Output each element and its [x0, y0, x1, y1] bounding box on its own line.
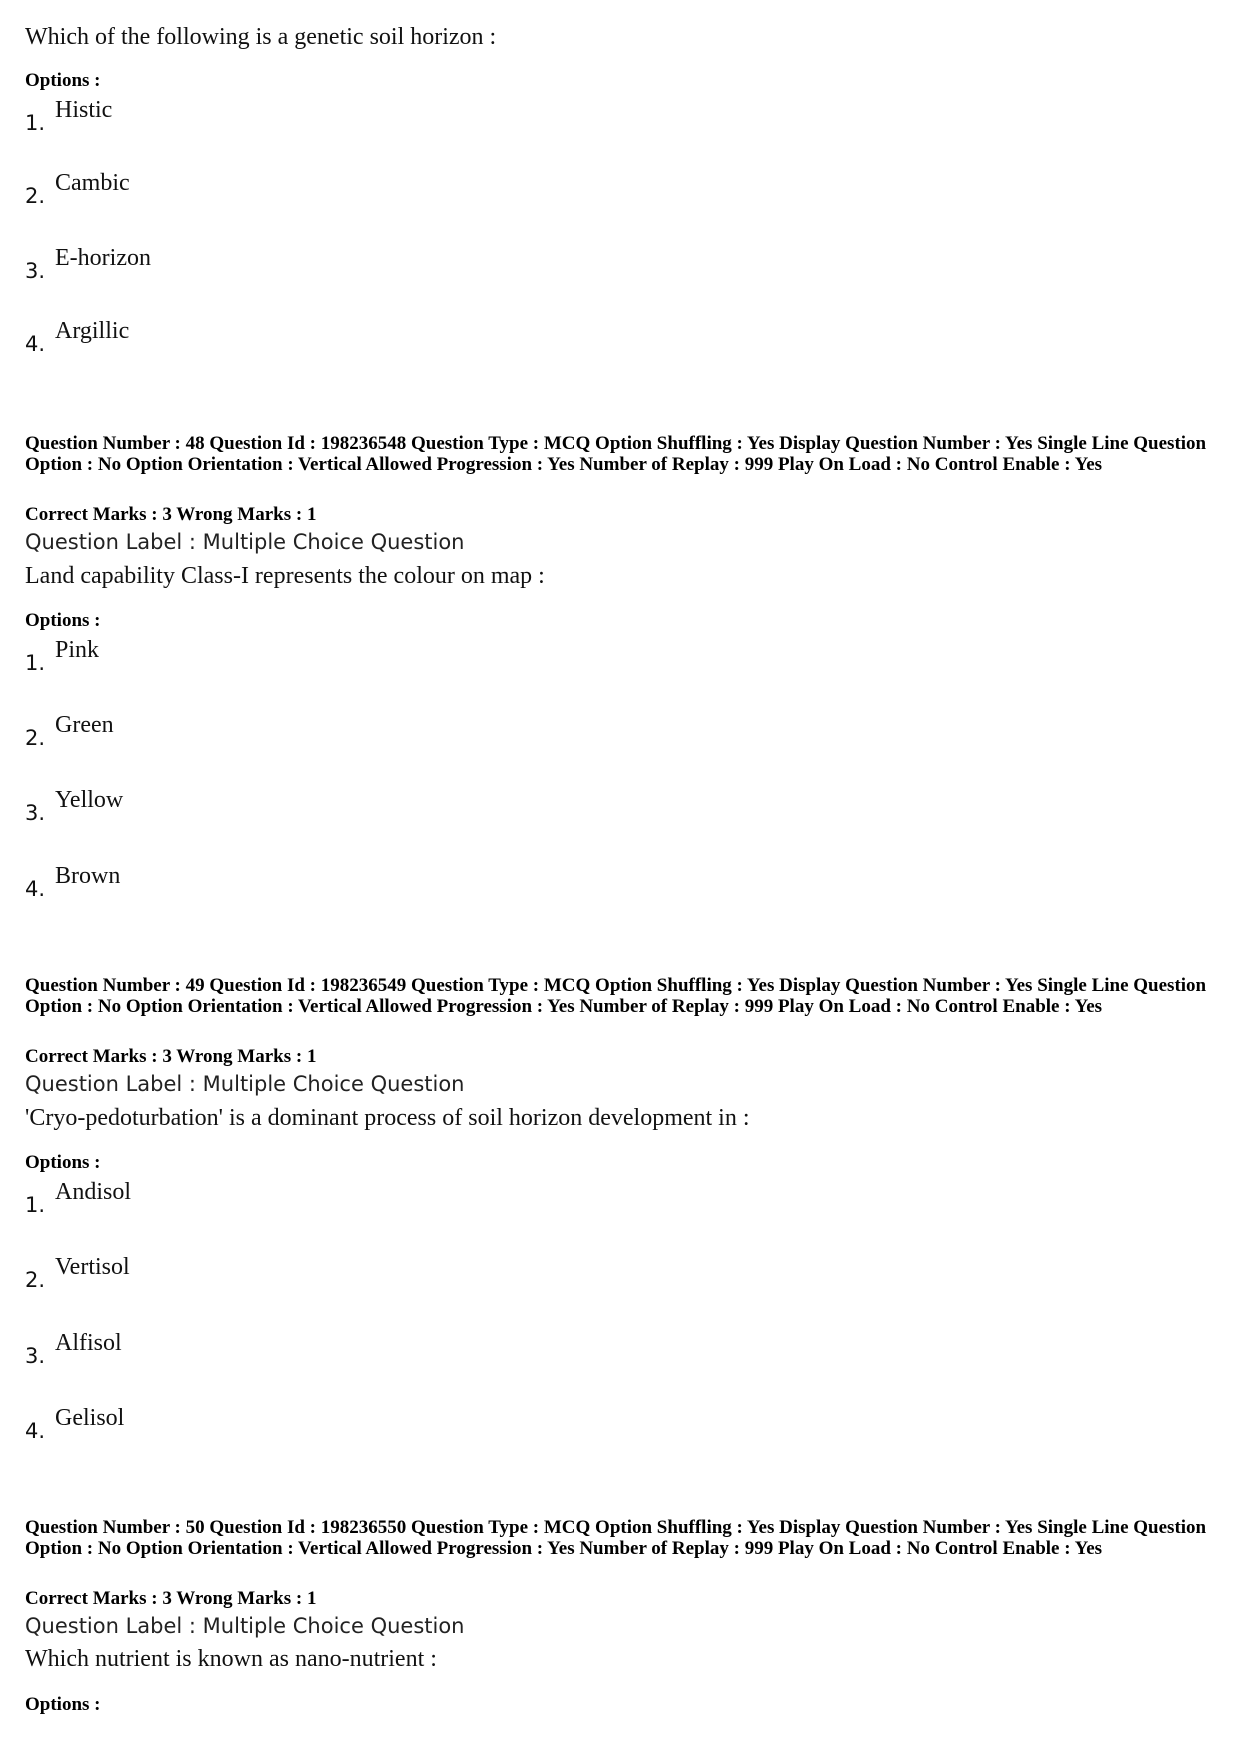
option-number: 1.: [25, 111, 46, 135]
question-text: Which nutrient is known as nano-nutrient :: [25, 1646, 437, 1672]
question-text: Land capability Class-I represents the colour on map :: [25, 563, 545, 589]
options-label: Options :: [25, 1152, 101, 1173]
question-label: Question Label : Multiple Choice Question: [25, 530, 465, 554]
question-label: Question Label : Multiple Choice Question: [25, 1614, 465, 1638]
question-meta: Question Number : 49 Question Id : 198236549 Question Type : MCQ Option Shuffling : Yes Display Question Number : Yes Single Line Question Option : No Option Orientation : Vertical Allowed Progression : Yes Number of Replay : 999 Play On Load : No Control Enable : Yes: [25, 975, 1207, 1017]
option-number: 2.: [25, 184, 46, 208]
options-label: Options :: [25, 1694, 101, 1715]
option-number: 3.: [25, 259, 46, 283]
option-number: 4.: [25, 332, 46, 356]
option-text: Alfisol: [55, 1330, 122, 1356]
option-number: 2.: [25, 726, 46, 750]
option-text: Green: [55, 712, 114, 738]
option-number: 1.: [25, 651, 46, 675]
question-meta: Question Number : 50 Question Id : 198236550 Question Type : MCQ Option Shuffling : Yes Display Question Number : Yes Single Line Question Option : No Option Orientation : Vertical Allowed Progression : Yes Number of Replay : 999 Play On Load : No Control Enable : Yes: [25, 1517, 1207, 1559]
option-text: Vertisol: [55, 1254, 130, 1280]
option-text: Yellow: [55, 787, 124, 813]
option-number: 1.: [25, 1193, 46, 1217]
option-number: 2.: [25, 1268, 46, 1292]
option-text: Brown: [55, 863, 121, 889]
options-label: Options :: [25, 70, 101, 91]
option-text: Andisol: [55, 1179, 132, 1205]
question-marks: Correct Marks : 3 Wrong Marks : 1: [25, 1046, 317, 1067]
option-text: Argillic: [55, 318, 130, 344]
question-text: Which of the following is a genetic soil horizon :: [25, 24, 497, 50]
option-number: 3.: [25, 801, 46, 825]
question-text: 'Cryo-pedoturbation' is a dominant process of soil horizon development in :: [25, 1105, 750, 1131]
question-meta: Question Number : 48 Question Id : 198236548 Question Type : MCQ Option Shuffling : Yes Display Question Number : Yes Single Line Question Option : No Option Orientation : Vertical Allowed Progression : Yes Number of Replay : 999 Play On Load : No Control Enable : Yes: [25, 433, 1207, 475]
question-label: Question Label : Multiple Choice Question: [25, 1072, 465, 1096]
option-number: 4.: [25, 877, 46, 901]
option-text: Gelisol: [55, 1405, 125, 1431]
options-label: Options :: [25, 610, 101, 631]
question-marks: Correct Marks : 3 Wrong Marks : 1: [25, 504, 317, 525]
option-number: 3.: [25, 1344, 46, 1368]
question-marks: Correct Marks : 3 Wrong Marks : 1: [25, 1588, 317, 1609]
option-text: Pink: [55, 637, 100, 663]
option-number: 4.: [25, 1419, 46, 1443]
option-text: Cambic: [55, 170, 130, 196]
option-text: Histic: [55, 97, 113, 123]
option-text: E-horizon: [55, 245, 151, 271]
